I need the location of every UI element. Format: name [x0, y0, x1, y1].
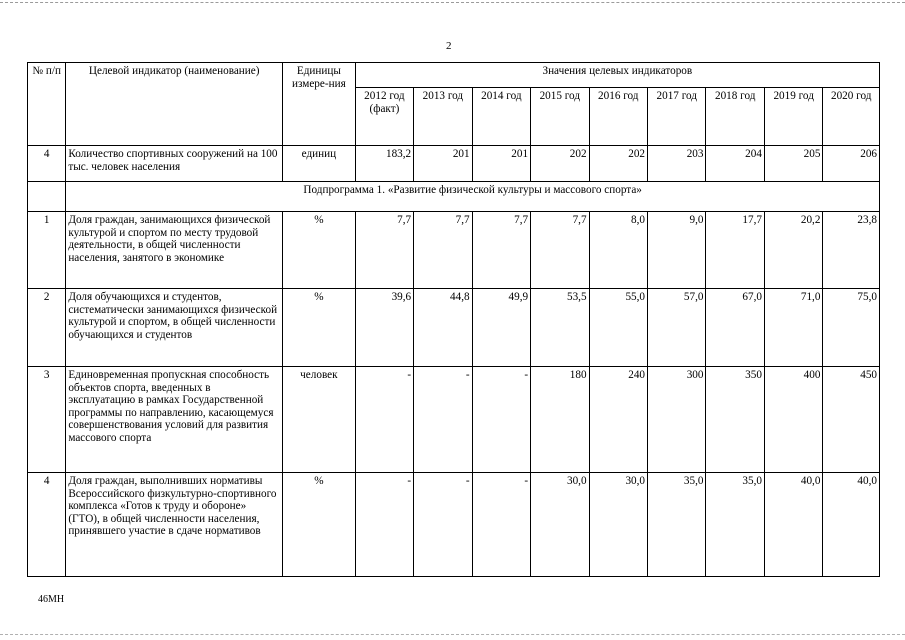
row-value: 39,6 — [355, 289, 413, 367]
subprogram-title: Подпрограмма 1. «Развитие физической культуры и массового спорта» — [66, 182, 880, 212]
row-value: 7,7 — [531, 212, 589, 289]
scan-edge-bottom — [0, 634, 905, 635]
row-value: 7,7 — [355, 212, 413, 289]
header-year: 2017 год — [648, 88, 706, 146]
header-year: 2020 год — [823, 88, 880, 146]
row-value: 55,0 — [589, 289, 647, 367]
row-value: 8,0 — [589, 212, 647, 289]
row-value: 205 — [764, 146, 822, 182]
header-year: 2014 год — [472, 88, 530, 146]
row-value: 206 — [823, 146, 880, 182]
row-value: 201 — [414, 146, 472, 182]
row-value: 35,0 — [648, 473, 706, 577]
subprogram-row — [28, 182, 880, 212]
scan-edge-top — [0, 2, 905, 3]
row-value: 57,0 — [648, 289, 706, 367]
row-value: 35,0 — [706, 473, 764, 577]
row-no: 4 — [28, 146, 66, 182]
row-no: 3 — [28, 367, 66, 473]
row-value: 202 — [531, 146, 589, 182]
row-unit: % — [283, 473, 356, 577]
header-year: 2016 год — [589, 88, 647, 146]
table-row — [28, 212, 880, 289]
row-no: 1 — [28, 212, 66, 289]
row-value: 201 — [472, 146, 530, 182]
table-row — [28, 367, 880, 473]
row-value: 71,0 — [764, 289, 822, 367]
row-indicator-name: Доля обучающихся и студентов, систематически занимающихся физической культурой и спортом, в общей численности обучающихся и студентов — [66, 289, 283, 367]
row-value: 67,0 — [706, 289, 764, 367]
table-row — [28, 289, 880, 367]
row-value: 20,2 — [764, 212, 822, 289]
row-value: - — [472, 367, 530, 473]
page-number: 2 — [446, 40, 452, 52]
row-value: 7,7 — [414, 212, 472, 289]
row-indicator-name: Доля граждан, выполнивших нормативы Всероссийского физкультурно-спортивного комплекса «Готов к труду и обороне» (ГТО), в общей численности населения, принявшего участие в сдаче нормативов — [66, 473, 283, 577]
table-header — [28, 63, 880, 146]
header-year: 2019 год — [764, 88, 822, 146]
row-value: 30,0 — [531, 473, 589, 577]
row-unit: человек — [283, 367, 356, 473]
row-indicator-name: Количество спортивных сооружений на 100 тыс. человек населения — [66, 146, 283, 182]
row-indicator-name: Доля граждан, занимающихся физической культурой и спортом по месту трудовой деятельности, в общей численности населения, занятого в экономике — [66, 212, 283, 289]
row-value: 40,0 — [823, 473, 880, 577]
row-value: 400 — [764, 367, 822, 473]
row-value: - — [414, 473, 472, 577]
table-row — [28, 473, 880, 577]
header-units: Единицы измере-ния — [283, 63, 356, 146]
row-value: 204 — [706, 146, 764, 182]
row-value: 23,8 — [823, 212, 880, 289]
row-value: 40,0 — [764, 473, 822, 577]
header-no: № п/п — [28, 63, 66, 146]
row-value: - — [355, 367, 413, 473]
row-value: 450 — [823, 367, 880, 473]
header-indicator: Целевой индикатор (наименование) — [66, 63, 283, 146]
row-value: 300 — [648, 367, 706, 473]
header-year: 2012 год (факт) — [355, 88, 413, 146]
row-value: 350 — [706, 367, 764, 473]
row-value: 7,7 — [472, 212, 530, 289]
row-value: 180 — [531, 367, 589, 473]
header-year: 2015 год — [531, 88, 589, 146]
header-values-group: Значения целевых индикаторов — [355, 63, 879, 88]
row-unit: единиц — [283, 146, 356, 182]
row-no: 4 — [28, 473, 66, 577]
row-value: 183,2 — [355, 146, 413, 182]
row-value: 44,8 — [414, 289, 472, 367]
header-year: 2018 год — [706, 88, 764, 146]
row-value: 53,5 — [531, 289, 589, 367]
row-value: 203 — [648, 146, 706, 182]
row-value: 30,0 — [589, 473, 647, 577]
row-indicator-name: Единовременная пропускная способность объектов спорта, введенных в эксплуатацию в рамках Государственной программы по направлению, касающемуся совершенствования условий для развития массового спорта — [66, 367, 283, 473]
row-value: 202 — [589, 146, 647, 182]
indicators-table — [27, 62, 880, 577]
row-no: 2 — [28, 289, 66, 367]
header-year: 2013 год — [414, 88, 472, 146]
row-value: - — [414, 367, 472, 473]
row-value: 17,7 — [706, 212, 764, 289]
subprogram-no-cell — [28, 182, 66, 212]
row-value: 75,0 — [823, 289, 880, 367]
row-value: - — [355, 473, 413, 577]
row-unit: % — [283, 289, 356, 367]
row-value: - — [472, 473, 530, 577]
row-value: 240 — [589, 367, 647, 473]
row-unit: % — [283, 212, 356, 289]
footer-code: 46МН — [38, 594, 65, 605]
table-row — [28, 146, 880, 182]
row-value: 9,0 — [648, 212, 706, 289]
row-value: 49,9 — [472, 289, 530, 367]
table-body — [28, 146, 880, 577]
